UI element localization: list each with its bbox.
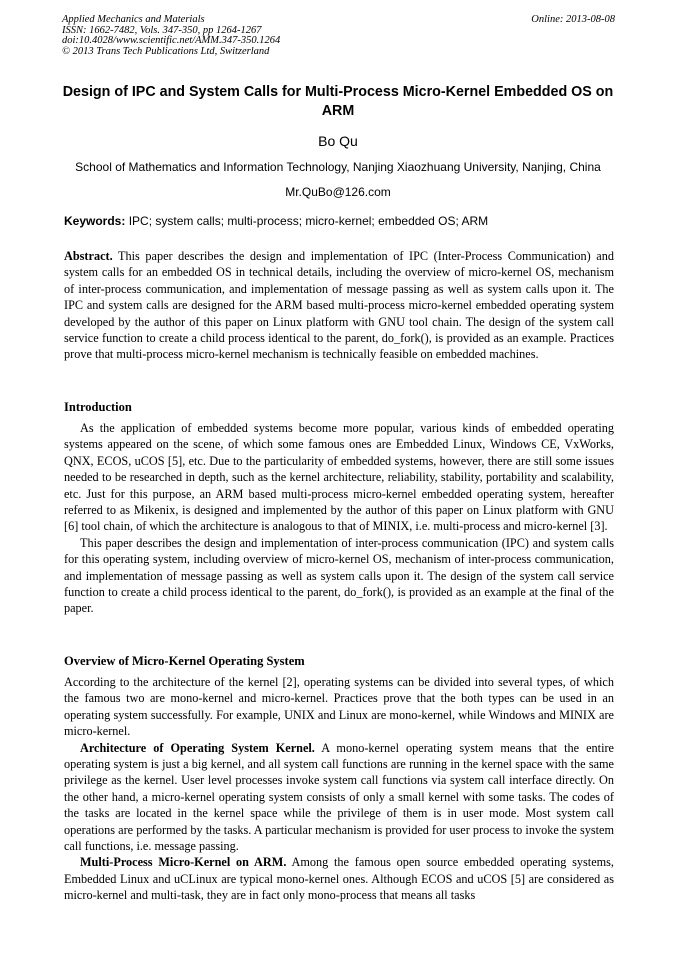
- abstract-text: This paper describes the design and implementation of IPC (Inter-Process Communication) and system calls for an embedded OS in technical details, including the overview of micro-kernel OS, mechanism of inter-process communication, and implementation of message passing as well as system calls upon it. The IPC and system calls are designed for the ARM based multi-process micro-kernel embedded operating system developed by the author of this paper on Linux platform with GNU tool chain. The design of the system call service function to create a child process identical to the parent, do_fork(), is provided as an example. Practices prove that multi-process micro-kernel mechanism is technically feasible on embedded machines.: [64, 249, 614, 362]
- overview-body: [64, 674, 614, 904]
- introduction-heading: Introduction: [64, 400, 132, 414]
- multiprocess-text: Among the famous open source embedded operating systems, Embedded Linux and uCLinux are typical mono-kernel ones. Although ECOS and uCOS [5] are considered as micro-kernel and multi-task, they are in fact only mono-process that means all tasks: [64, 855, 614, 903]
- abstract: [64, 248, 614, 363]
- affiliation: School of Mathematics and Information Technology, Nanjing Xiaozhuang University, Nanjing, China: [75, 160, 601, 174]
- overview-heading: Overview of Micro-Kernel Operating System: [64, 654, 305, 668]
- journal-header: [62, 15, 280, 57]
- author-name: Bo Qu: [318, 133, 358, 149]
- paper-title: Design of IPC and System Calls for Multi-Process Micro-Kernel Embedded OS on ARM: [62, 84, 614, 119]
- abstract-label: Abstract.: [64, 249, 113, 263]
- introduction-body: [64, 420, 614, 617]
- keywords-text: IPC; system calls; multi-process; micro-kernel; embedded OS; ARM: [125, 214, 489, 228]
- architecture-text: A mono-kernel operating system means that the entire operating system is just a big kernel, and all system call functions are running in the kernel space with the same privilege as the kernel. User level processes invoke system call functions via system call interface directly. On the other hand, a micro-kernel operating system consists of only a small kernel with some tasks. The codes of the tasks are located in the kernel space while the privilege of them is in user mode. Most system call operations are performed by the tasks. A particular mechanism is provided for user process to invoke the system call functions, i.e. message passing.: [64, 740, 614, 854]
- author-block: [62, 155, 614, 205]
- keywords: [64, 213, 614, 229]
- architecture-paragraph: [64, 740, 614, 855]
- keywords-label: Keywords:: [64, 214, 126, 228]
- overview-paragraph: According to the architecture of the kernel [2], operating systems can be divided into several types, of which the famous two are mono-kernel and micro-kernel. Practices prove that the both types can be used in an operating system successfully. For example, UNIX and Linux are mono-kernel, while Windows and MINIX are micro-kernel.: [64, 675, 614, 739]
- issn-line: ISSN: 1662-7482, Vols. 347-350, pp 1264-1267: [62, 24, 262, 36]
- journal-name: Applied Mechanics and Materials: [62, 14, 205, 25]
- doi-line: doi:10.4028/www.scientific.net/AMM.347-350.1264: [62, 35, 281, 46]
- online-date: Online: 2013-08-08: [531, 14, 615, 25]
- architecture-label: Architecture of Operating System Kernel.: [80, 740, 315, 755]
- introduction-paragraph: This paper describes the design and implementation of inter-process communication (IPC) and system calls for this operating system, including overview of micro-kernel OS, mechanism of inter-process communication, and implementation of message passing as well as system calls upon it. The design of the system call service function to create a child process identical to the parent, do_fork(), is provided as an example at the final of the paper.: [64, 535, 614, 616]
- multiprocess-paragraph: [64, 854, 614, 903]
- introduction-paragraph: As the application of embedded systems become more popular, various kinds of embedded operating systems appeared on the scene, of which some famous ones are Embedded Linux, Windows CE, VxWorks, QNX, ECOS, uCOS [5], etc. Due to the particularity of embedded systems, however, there are still some issues needed to be researched in depth, such as the kernel architecture, reliability, stability, portability and scalability, etc. Just for this purpose, an ARM based multi-process micro-kernel embedded operating system, hereafter referred to as Mikenix, is designed and implemented by the author of this paper on Linux platform with GNU [6] tool chain, of which the architecture is analogous to that of MINIX, i.e. multi-process and micro-kernel [3].: [64, 421, 614, 534]
- multiprocess-label: Multi-Process Micro-Kernel on ARM.: [80, 855, 287, 870]
- email: Mr.QuBo@126.com: [285, 185, 391, 199]
- copyright-line: © 2013 Trans Tech Publications Ltd, Switzerland: [62, 45, 270, 57]
